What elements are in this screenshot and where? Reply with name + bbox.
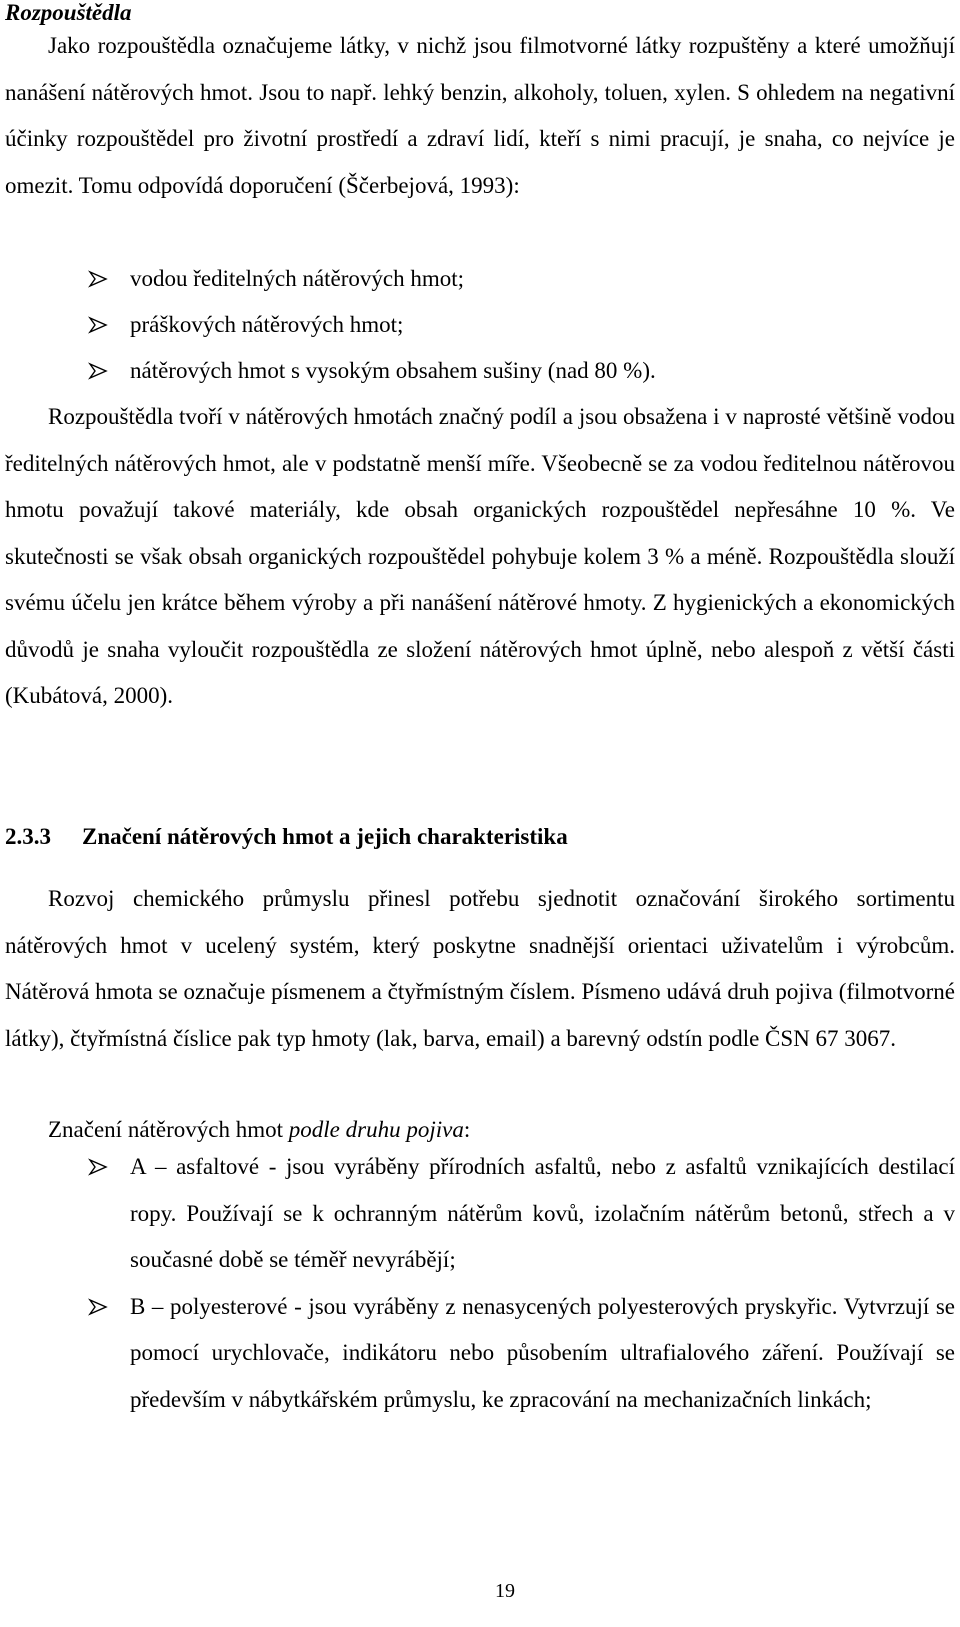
list-item-text: vodou ředitelných nátěrových hmot; bbox=[130, 266, 465, 291]
arrow-bullet-icon bbox=[88, 1157, 108, 1177]
paragraph-solvents-intro: Jako rozpouštědla označujeme látky, v nichž jsou filmotvorné látky rozpuštěny a které umožňují nanášení nátěrových hmot. Jsou to např. lehký benzin, alkoholy, toluen, xylen. S ohledem na negativní účinky rozpouštědel pro životní prostředí a zdraví lidí, kteří s nimi pracují, je snaha, co nejvíce je omezit. Tomu odpovídá doporučení (Ščerbejová, 1993): bbox=[5, 33, 955, 198]
arrow-bullet-icon bbox=[88, 1297, 108, 1317]
binder-intro-emphasis: podle druhu pojiva bbox=[288, 1117, 464, 1142]
arrow-bullet-icon bbox=[88, 315, 108, 335]
section-title: Rozpouštědla bbox=[5, 0, 132, 25]
binder-intro bbox=[48, 1115, 470, 1145]
arrow-bullet-icon bbox=[88, 269, 108, 289]
list-item-text: nátěrových hmot s vysokým obsahem sušiny (nad 80 %). bbox=[130, 358, 656, 383]
arrow-bullet-icon bbox=[88, 361, 108, 381]
heading-title: Značení nátěrových hmot a jejich charakteristika bbox=[82, 824, 568, 849]
list-item bbox=[5, 1144, 955, 1284]
heading-number: 2.3.3 bbox=[5, 824, 51, 849]
paragraph-marking-intro: Rozvoj chemického průmyslu přinesl potřebu sjednotit označování širokého sortimentu nátěrových hmot v ucelený systém, který poskytne snadnější orientaci uživatelům i výrobcům. Nátěrová hmota se označuje písmenem a čtyřmístným číslem. Písmeno udává druh pojiva (filmotvorné látky), čtyřmístná číslice pak typ hmoty (lak, barva, email) a barevný odstín podle ČSN 67 3067. bbox=[5, 886, 955, 1051]
list-item-text: A – asfaltové - jsou vyráběny přírodních asfaltů, nebo z asfaltů vznikajících destilací ropy. Používají se k ochranným nátěrům kovů, izolačním nátěrům betonů, střech a v současné době se téměř nevyrábějí; bbox=[130, 1154, 955, 1272]
recommendation-list bbox=[5, 256, 955, 394]
list-item bbox=[5, 256, 955, 302]
list-item bbox=[5, 348, 955, 394]
list-item bbox=[5, 1284, 955, 1424]
binder-intro-prefix: Značení nátěrových hmot bbox=[48, 1117, 289, 1142]
page-number: 19 bbox=[495, 1580, 515, 1602]
list-item-text: B – polyesterové - jsou vyráběny z nenasycených polyesterových pryskyřic. Vytvrzují se pomocí urychlovače, indikátoru nebo působením ultrafialového záření. Používají se především v nábytkářském průmyslu, ke zpracování na mechanizačních linkách; bbox=[130, 1293, 955, 1412]
binder-intro-suffix: : bbox=[463, 1117, 471, 1142]
section-heading bbox=[5, 822, 568, 852]
binder-type-list bbox=[5, 1144, 955, 1423]
list-item bbox=[5, 302, 955, 348]
paragraph-solvents-detail: Rozpouštědla tvoří v nátěrových hmotách značný podíl a jsou obsažena i v naprosté většině vodou ředitelných nátěrových hmot, ale v podstatně menší míře. Všeobecně se za vodou ředitelnou nátěrovou hmotu považují takové materiály, kde obsah organických rozpouštědel nepřesáhne 10 %. Ve skutečnosti se však obsah organických rozpouštědel pohybuje kolem 3 % a méně. Rozpouštědla slouží svému účelu jen krátce během výroby a při nanášení nátěrové hmoty. Z hygienických a ekonomických důvodů je snaha vyloučit rozpouštědla ze složení nátěrových hmot úplně, nebo alespoň z větší části (Kubátová, 2000). bbox=[5, 404, 955, 708]
list-item-text: práškových nátěrových hmot; bbox=[130, 312, 404, 337]
